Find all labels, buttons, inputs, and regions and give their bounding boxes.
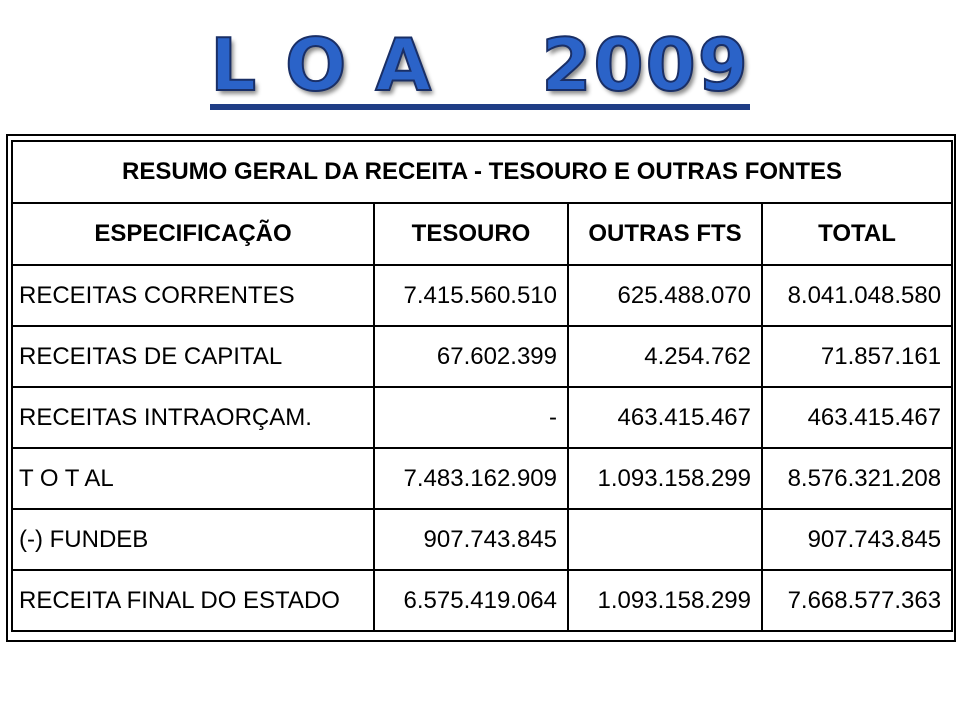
cell-tesouro: 7.483.162.909 (374, 448, 568, 509)
table-row (12, 387, 952, 448)
cell-total: 7.668.577.363 (762, 570, 952, 631)
cell-tesouro: 7.415.560.510 (374, 265, 568, 326)
page-title (0, 22, 960, 110)
table-caption: RESUMO GERAL DA RECEITA - TESOURO E OUTRAS FONTES (12, 141, 952, 203)
row-label: T O T AL (12, 448, 374, 509)
table-row (12, 265, 952, 326)
page-title-text: L O A 2009 (210, 26, 750, 110)
cell-total: 907.743.845 (762, 509, 952, 570)
cell-total: 463.415.467 (762, 387, 952, 448)
cell-total: 8.041.048.580 (762, 265, 952, 326)
cell-outras-fts: 1.093.158.299 (568, 570, 762, 631)
row-label: RECEITAS INTRAORÇAM. (12, 387, 374, 448)
table-row (12, 448, 952, 509)
table-row (12, 326, 952, 387)
cell-outras-fts: 625.488.070 (568, 265, 762, 326)
cell-outras-fts: 4.254.762 (568, 326, 762, 387)
cell-tesouro: 67.602.399 (374, 326, 568, 387)
table-caption-row (12, 141, 952, 203)
revenue-summary-table-frame (6, 134, 956, 642)
cell-total: 8.576.321.208 (762, 448, 952, 509)
cell-tesouro: 6.575.419.064 (374, 570, 568, 631)
cell-tesouro: - (374, 387, 568, 448)
row-label: RECEITAS CORRENTES (12, 265, 374, 326)
table-row (12, 570, 952, 631)
cell-tesouro: 907.743.845 (374, 509, 568, 570)
cell-outras-fts: 463.415.467 (568, 387, 762, 448)
revenue-summary-table (11, 140, 953, 632)
row-label: RECEITAS DE CAPITAL (12, 326, 374, 387)
table-row (12, 509, 952, 570)
cell-outras-fts (568, 509, 762, 570)
column-header-tesouro: TESOURO (374, 203, 568, 265)
column-header-total: TOTAL (762, 203, 952, 265)
table-header-row (12, 203, 952, 265)
cell-total: 71.857.161 (762, 326, 952, 387)
cell-outras-fts: 1.093.158.299 (568, 448, 762, 509)
column-header-outras-fts: OUTRAS FTS (568, 203, 762, 265)
row-label: RECEITA FINAL DO ESTADO (12, 570, 374, 631)
row-label: (-) FUNDEB (12, 509, 374, 570)
column-header-especificacao: ESPECIFICAÇÃO (12, 203, 374, 265)
